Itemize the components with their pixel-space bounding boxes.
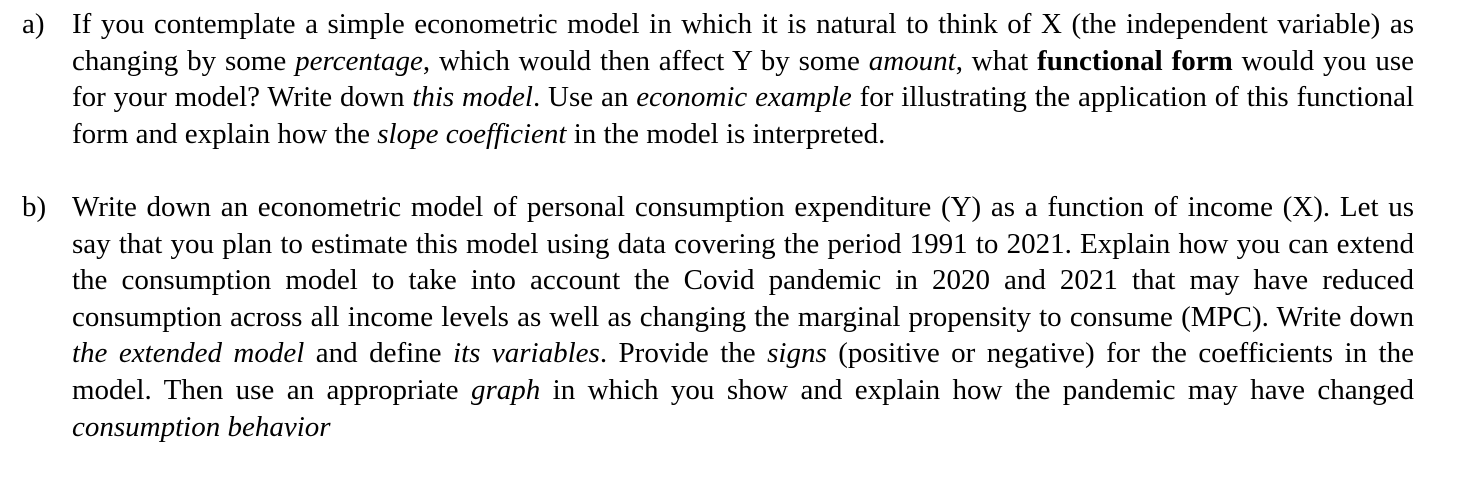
question-a-text <box>72 6 1414 189</box>
question-a-part: for illustrating the application of this functional form and explain how the <box>72 81 1414 150</box>
question-b-part: consumption behavior <box>72 410 331 443</box>
question-a-part: If you contemplate a simple econometric model in which it is natural to think of X (the independent variable) as changing by some <box>72 8 1414 77</box>
question-a-part: functional form <box>1037 44 1233 77</box>
question-a-part: percentage <box>295 44 423 77</box>
question-a-part: would you use for your model? Write down <box>72 44 1414 114</box>
question-a-part: . Use an <box>532 81 637 114</box>
question-b-part: its variables <box>453 337 600 370</box>
question-a-part: , which would then affect Y by some <box>422 44 869 77</box>
question-a-part: slope coefficient <box>377 117 567 150</box>
question-b-part: signs <box>767 337 827 370</box>
question-a-part: this model <box>412 81 533 114</box>
question-a-part: amount <box>868 44 956 77</box>
question-b-part: . Provide the <box>599 337 768 370</box>
question-b-part: Write down an econometric model of personal consumption expenditure (Y) as a function of income (X). Let us say that you plan to estimate this model using data covering the period 1991 to 2021. Explain how you can extend the consumption model to take into account the Covid pandemic in 2020 and 2021 that may have reduced consumption across all income levels as well as changing the marginal propensity to consume (MPC). Write down <box>72 191 1414 333</box>
question-a-part: , what <box>955 44 1038 77</box>
question-b-part: the extended model <box>72 337 305 370</box>
question-b-label: b) <box>22 191 47 223</box>
question-a-part: economic example <box>636 81 852 114</box>
question-b-part: (positive or negative) for the coefficients in the model. Then use an appropriate <box>72 337 1414 406</box>
question-b-part: graph <box>470 373 541 406</box>
question-b-part: in which you show and explain how the pandemic may have changed <box>540 373 1414 406</box>
question-b-part: and define <box>304 337 454 370</box>
question-a-part: in the model is interpreted. <box>566 117 886 150</box>
question-b-text <box>72 189 1414 449</box>
question-a-label: a) <box>22 8 45 40</box>
